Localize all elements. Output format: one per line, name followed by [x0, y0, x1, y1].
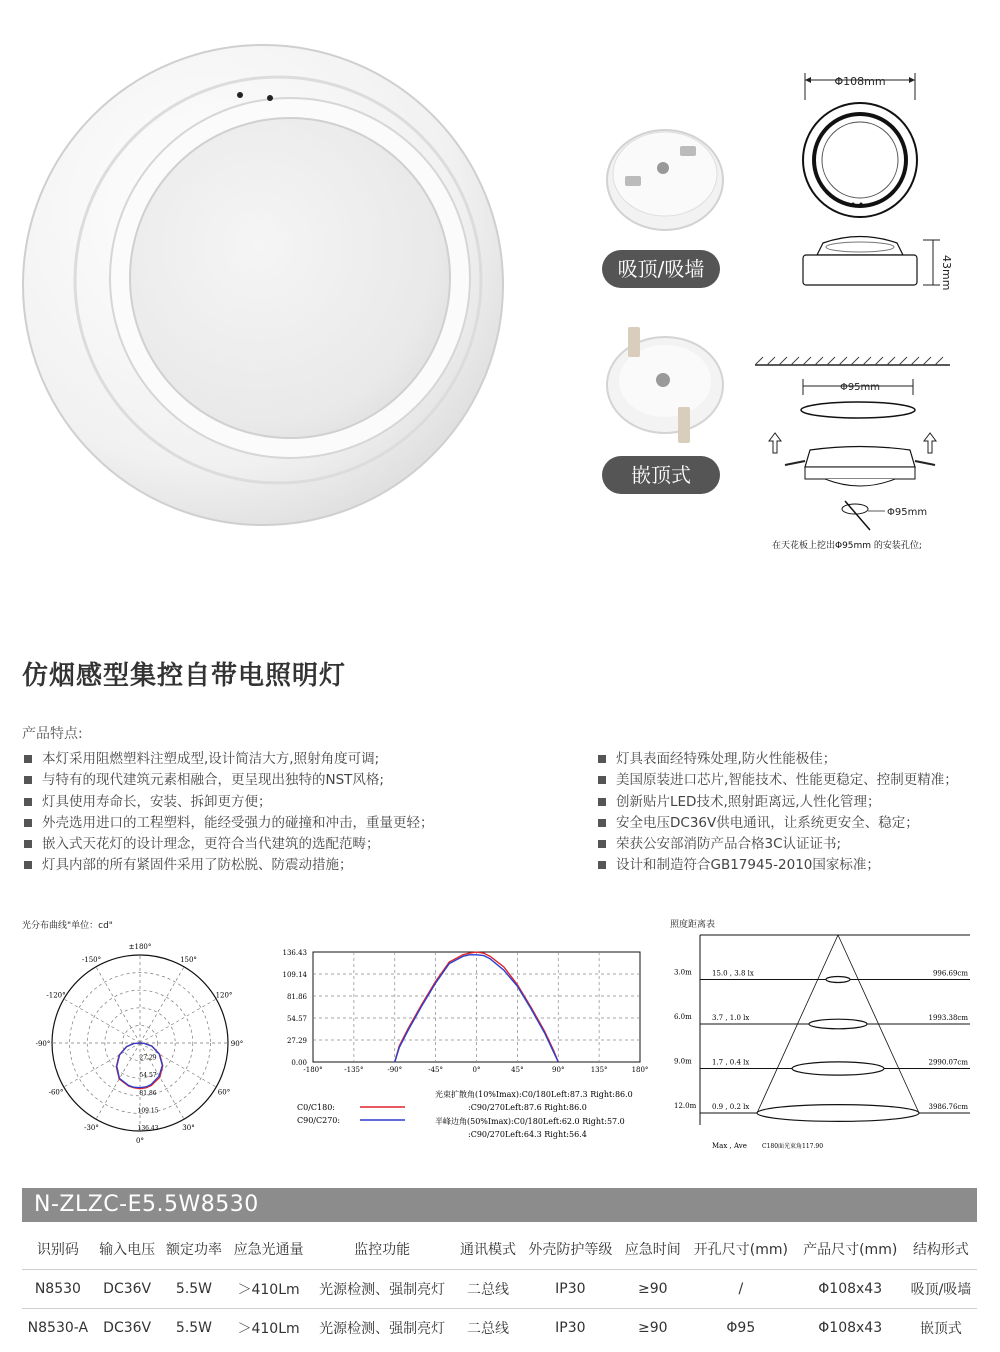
table-cell: Φ95 — [726, 1319, 756, 1336]
beam-angle-line1: 光束扩散角(10%Imax):C0/180Left:87.3 Right:86.0 — [435, 1090, 633, 1099]
col-header: 外壳防护等级 — [528, 1242, 613, 1259]
table-cell: Φ108x43 — [818, 1280, 883, 1297]
product-title: 仿烟感型集控自带电照明灯 — [22, 661, 347, 691]
polar-ring-label: 136.43 — [137, 1125, 159, 1132]
table-cell: IP30 — [555, 1280, 586, 1297]
illum-ellipse — [809, 1019, 867, 1029]
table-cell: N8530 — [34, 1280, 81, 1297]
table-cell: 吸顶/吸墙 — [910, 1281, 972, 1298]
feature-item: 与特有的现代建筑元素相融合，更呈现出独特的NST风格; — [22, 770, 502, 791]
feature-item: 灯具使用寿命长，安装、拆卸更方便； — [22, 792, 502, 813]
illum-diameter: 2990.07cm — [928, 1058, 968, 1067]
polar-angle-label: 30° — [182, 1124, 195, 1132]
polar-angle-label: 150° — [180, 956, 197, 964]
table-cell: / — [738, 1280, 744, 1297]
product-photo — [18, 40, 508, 530]
illum-footer-right: C180面光束角117.90 — [762, 1143, 824, 1150]
illum-height: 9.0m — [674, 1057, 692, 1066]
y-tick-label: 0.00 — [291, 1059, 307, 1067]
feature-item: 嵌入式天花灯的设计理念，更符合当代建筑的选配范畴； — [22, 834, 502, 855]
feature-item: 设计和制造符合GB17945-2010国家标准； — [596, 855, 996, 876]
col-header: 应急光通量 — [233, 1242, 304, 1259]
y-tick-label: 54.57 — [286, 1015, 307, 1023]
illum-diameter: 996.69cm — [932, 969, 968, 978]
features-left — [22, 749, 502, 877]
polar-angle-label: -150° — [81, 956, 102, 964]
polar-ring-label: 109.15 — [137, 1107, 159, 1115]
beam-angle-line2: :C90/270Left:87.6 Right:86.0 — [468, 1103, 587, 1112]
table-cell: ＞410Lm — [237, 1281, 300, 1298]
polar-angle-label: 60° — [217, 1088, 231, 1097]
table-cell: DC36V — [103, 1280, 152, 1297]
col-header: 产品尺寸(mm) — [803, 1242, 898, 1259]
polar-angle-label: ±180° — [128, 943, 152, 951]
x-tick-label: -180° — [303, 1066, 323, 1074]
x-tick-label: -90° — [387, 1066, 403, 1074]
y-tick-label: 27.29 — [286, 1037, 307, 1045]
illum-ellipse — [792, 1062, 884, 1075]
table-cell: IP30 — [555, 1319, 586, 1336]
intensity-chart — [275, 940, 660, 1145]
polar-angle-label: -60° — [48, 1088, 64, 1097]
table-cell: N8530-A — [27, 1319, 89, 1336]
illuminance-diagram — [670, 930, 980, 1155]
legend-c90-label: C90/C270: — [297, 1116, 341, 1125]
table-cell: ≥90 — [637, 1319, 668, 1336]
half-peak-line2: :C90/270Left:64.3 Right:56.4 — [468, 1130, 587, 1139]
model-name: N-ZLZC-E5.5W8530 — [34, 1192, 259, 1217]
feature-item: 本灯采用阻燃塑料注塑成型,设计简洁大方,照射角度可调; — [22, 749, 502, 770]
col-header: 开孔尺寸(mm) — [693, 1242, 788, 1259]
recessed-mount-label: 嵌顶式 — [602, 456, 720, 494]
table-header-row — [22, 1230, 977, 1269]
col-header: 通讯模式 — [459, 1242, 516, 1259]
col-header: 输入电压 — [99, 1242, 156, 1259]
polar-ring-label: 27.29 — [139, 1054, 157, 1062]
ceiling-mount-photo — [600, 118, 730, 238]
x-tick-label: -135° — [344, 1066, 364, 1074]
table-row — [22, 1308, 977, 1347]
table-row — [22, 1269, 977, 1308]
polar-angle-label: 90° — [230, 1040, 244, 1048]
col-header: 应急时间 — [624, 1242, 681, 1259]
table-cell: 二总线 — [466, 1281, 509, 1298]
illum-lux: 3.7 , 1.0 lx — [712, 1014, 750, 1022]
cutout-dimension: Φ95mm — [839, 382, 881, 393]
col-header: 结构形式 — [912, 1242, 969, 1259]
illum-height: 6.0m — [674, 1013, 692, 1021]
dimension-drawing — [765, 65, 995, 300]
table-cell: ≥90 — [637, 1280, 668, 1297]
illum-footer-left: Max , Ave — [712, 1142, 747, 1150]
y-tick-label: 109.14 — [282, 971, 307, 979]
feature-item: 灯具表面经特殊处理,防火性能极佳； — [596, 749, 996, 770]
hole-note: 在天花板上挖出Φ95mm 的安装孔位; — [772, 541, 922, 551]
y-tick-label: 81.86 — [286, 993, 307, 1001]
col-header: 额定功率 — [165, 1242, 222, 1259]
feature-item: 创新贴片LED技术,照射距离远,人性化管理； — [596, 792, 996, 813]
diameter-dimension: Φ108mm — [834, 75, 886, 88]
model-bar — [22, 1188, 977, 1222]
illum-lux: 1.7 , 0.4 lx — [712, 1058, 750, 1067]
installation-drawing — [755, 355, 995, 555]
illum-ellipse — [757, 1105, 919, 1122]
table-cell: DC36V — [103, 1319, 152, 1336]
height-dimension: 43mm — [940, 255, 953, 291]
illum-height: 3.0m — [674, 968, 692, 977]
table-cell: ＞410Lm — [237, 1320, 300, 1337]
spec-table — [22, 1230, 977, 1347]
polar-angle-label: -120° — [46, 991, 66, 1000]
ceiling-mount-label: 吸顶/吸墙 — [602, 250, 720, 288]
feature-item: 美国原装进口芯片,智能技术、性能更稳定、控制更精准； — [596, 770, 996, 791]
illum-height: 12.0m — [674, 1102, 697, 1110]
polar-ring-label: 81.86 — [139, 1089, 157, 1097]
table-cell: 5.5W — [175, 1319, 213, 1336]
table-cell: 光源检测、强制亮灯 — [319, 1281, 446, 1298]
table-cell: 光源检测、强制亮灯 — [319, 1320, 446, 1337]
table-cell: 嵌顶式 — [919, 1320, 962, 1337]
illum-lux: 0.9 , 0.2 lx — [712, 1103, 750, 1111]
polar-chart — [30, 938, 255, 1153]
feature-item: 荣获公安部消防产品合格3C认证证书; — [596, 834, 996, 855]
table-cell: 5.5W — [175, 1280, 213, 1297]
recessed-mount-photo — [600, 325, 730, 445]
feature-item: 安全电压DC36V供电通讯，让系统更安全、稳定； — [596, 813, 996, 834]
illum-ellipse — [826, 977, 850, 983]
illum-lux: 15.0 , 3.8 lx — [712, 969, 754, 978]
col-header: 识别码 — [36, 1242, 79, 1259]
hole-size-label: Φ95mm — [887, 507, 928, 518]
x-tick-label: 0° — [472, 1066, 481, 1074]
polar-angle-label: 120° — [215, 991, 233, 1000]
polar-angle-label: 0° — [136, 1137, 144, 1145]
x-tick-label: 135° — [590, 1066, 608, 1074]
legend-c0-label: C0/C180: — [297, 1103, 335, 1112]
x-tick-label: 180° — [631, 1066, 649, 1074]
illum-diameter: 3986.76cm — [928, 1103, 968, 1111]
x-tick-label: 45° — [511, 1066, 524, 1074]
illum-diameter: 1993.38cm — [928, 1014, 968, 1022]
table-cell: 二总线 — [466, 1320, 509, 1337]
polar-ring-label: 54.57 — [139, 1072, 157, 1080]
col-header: 监控功能 — [354, 1242, 411, 1259]
table-cell: Φ108x43 — [818, 1319, 883, 1336]
polar-angle-label: -90° — [35, 1040, 51, 1048]
features-right — [596, 749, 996, 877]
polar-angle-label: -30° — [84, 1124, 99, 1132]
x-tick-label: -45° — [428, 1066, 444, 1074]
x-tick-label: 90° — [552, 1066, 565, 1074]
features-heading: 产品特点: — [22, 726, 83, 742]
y-tick-label: 136.43 — [282, 949, 307, 957]
illum-title: 照度距离表 — [670, 920, 716, 930]
polar-chart-title: 光分布曲线"单位：cd" — [22, 921, 113, 931]
feature-item: 外壳选用进口的工程塑料，能经受强力的碰撞和冲击，重量更轻； — [22, 813, 502, 834]
feature-item: 灯具内部的所有紧固件采用了防松脱、防震动措施； — [22, 855, 502, 876]
half-peak-line1: 半峰边角(50%Imax):C0/180Left:62.0 Right:57.0 — [435, 1117, 625, 1126]
